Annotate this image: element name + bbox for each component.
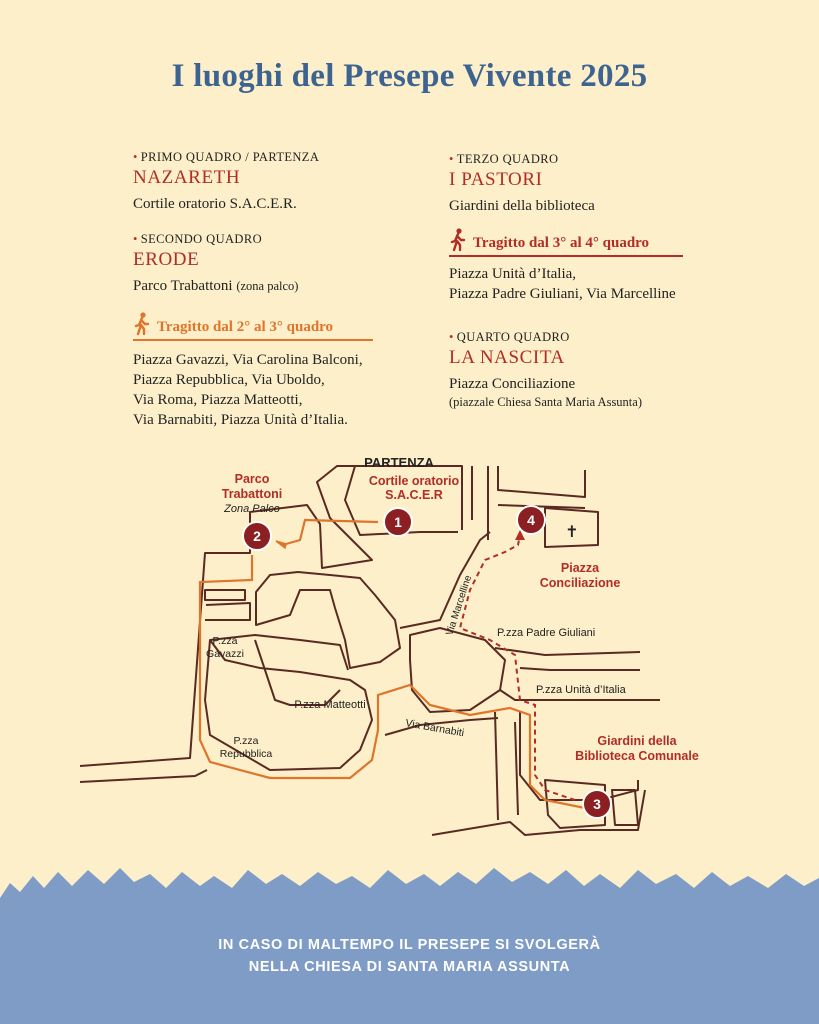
svg-text:4: 4 <box>527 512 535 528</box>
arrowhead-icon <box>276 541 286 548</box>
label-pzza-gavazzi-1: P.zza <box>212 635 238 647</box>
terzo-place: Giardini della biblioteca <box>449 198 595 214</box>
footer-line-2: NELLA CHIESA DI SANTA MARIA ASSUNTA <box>248 959 571 975</box>
bullet-icon: • <box>449 330 454 344</box>
street-line: Piazza Padre Giuliani, Via Marcelline <box>449 286 676 302</box>
route-map <box>0 440 819 850</box>
primo-name: NAZARETH <box>133 167 241 188</box>
svg-text:3: 3 <box>593 796 601 812</box>
page-title: I luoghi del Presepe Vivente 2025 <box>171 58 648 94</box>
label-giardini-2: Biblioteca Comunale <box>575 749 699 763</box>
svg-text:1: 1 <box>394 514 402 530</box>
cross-icon: ✝ <box>565 522 579 541</box>
quarto-kicker: QUARTO QUADRO <box>456 330 570 344</box>
label-conciliazione-1: Piazza <box>560 561 600 575</box>
marker-3[interactable] <box>583 790 611 818</box>
secondo-name: ERODE <box>133 249 200 270</box>
bullet-icon: • <box>133 232 138 246</box>
street-line: Via Barnabiti, Piazza Unità d’Italia. <box>133 412 348 428</box>
street-line: Piazza Unità d’Italia, <box>449 266 577 282</box>
secondo-quadro <box>133 232 298 296</box>
quarto-name: LA NASCITA <box>449 347 565 368</box>
svg-text:2: 2 <box>253 528 261 544</box>
label-giardini-1: Giardini della <box>597 734 677 748</box>
label-parco-2: Trabattoni <box>221 487 283 501</box>
label-partenza: PARTENZA <box>364 455 434 470</box>
marker-2[interactable] <box>243 522 271 550</box>
label-pzza-unita: P.zza Unità d’Italia <box>536 684 626 696</box>
label-pzza-padre-giuliani: P.zza Padre Giuliani <box>497 627 596 639</box>
quarto-note: (piazzale Chiesa Santa Maria Assunta) <box>449 395 642 409</box>
street-line: Piazza Gavazzi, Via Carolina Balconi, <box>133 352 363 368</box>
primo-place: Cortile oratorio S.A.C.E.R. <box>133 196 297 212</box>
tragitto-3-4-label: Tragitto dal 3° al 4° quadro <box>473 235 650 251</box>
route-2-3 <box>200 520 585 808</box>
walking-person-icon <box>133 312 151 336</box>
label-pzza-gavazzi-2: Gavazzi <box>206 648 244 660</box>
footer-line-1: IN CASO DI MALTEMPO IL PRESEPE SI SVOLGERÀ <box>218 937 601 953</box>
terzo-kicker: TERZO QUADRO <box>456 152 559 166</box>
tragitto-2-3 <box>133 312 373 430</box>
marker-1[interactable] <box>384 508 412 536</box>
label-sacer-2: S.A.C.E.R <box>385 488 443 502</box>
label-via-barnabiti: Via Barnabiti <box>404 717 466 740</box>
footer-notice <box>0 934 819 978</box>
tragitto-3-4 <box>449 228 683 304</box>
label-parco-1: Parco <box>234 472 270 486</box>
street-line: Piazza Repubblica, Via Uboldo, <box>133 372 325 388</box>
secondo-place: Parco Trabattoni <box>133 278 233 294</box>
bullet-icon: • <box>133 150 138 164</box>
label-pzza-matteotti: P.zza Matteotti <box>294 699 366 711</box>
terzo-quadro <box>449 152 595 216</box>
marker-4[interactable] <box>517 506 545 534</box>
street-line: Via Roma, Piazza Matteotti, <box>133 392 303 408</box>
quarto-quadro <box>449 330 642 410</box>
primo-kicker: PRIMO QUADRO / PARTENZA <box>140 150 320 164</box>
terzo-name: I PASTORI <box>449 169 543 190</box>
primo-quadro <box>133 150 319 214</box>
label-zona-palco: Zona Palco <box>224 503 280 515</box>
quarto-place: Piazza Conciliazione <box>449 376 576 392</box>
bullet-icon: • <box>449 152 454 166</box>
secondo-kicker: SECONDO QUADRO <box>140 232 263 246</box>
label-conciliazione-2: Conciliazione <box>539 576 621 590</box>
route-3-4 <box>460 535 575 800</box>
secondo-note: (zona palco) <box>236 279 299 293</box>
label-via-marcelline: Via Marcelline <box>444 573 475 637</box>
label-sacer-1: Cortile oratorio <box>368 474 460 488</box>
tragitto-2-3-label: Tragitto dal 2° al 3° quadro <box>157 319 334 335</box>
label-pzza-repubblica-1: P.zza <box>233 735 259 747</box>
label-pzza-repubblica-2: Repubblica <box>219 748 273 760</box>
walking-person-icon <box>449 228 467 252</box>
